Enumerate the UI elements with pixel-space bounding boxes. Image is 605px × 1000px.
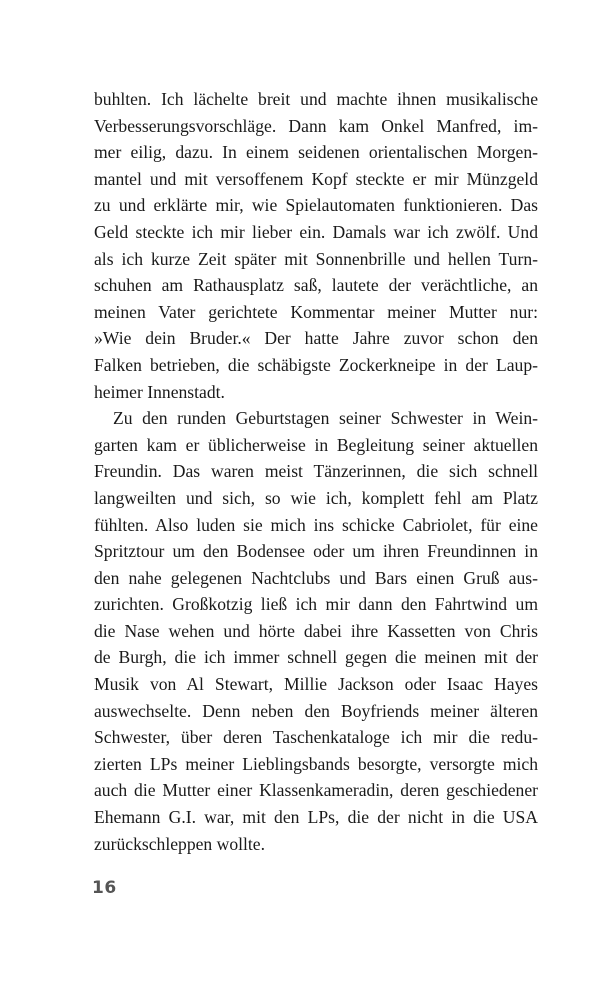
- text-line: Geld steckte ich mir lieber ein. Damals war ich zwölf. Und: [94, 221, 538, 242]
- paragraph-2: [94, 405, 538, 857]
- text-line: den nahe gelegenen Nachtclubs und Bars einen Gruß aus-: [94, 567, 538, 588]
- text-line: Freundin. Das waren meist Tänzerinnen, die sich schnell: [94, 461, 538, 482]
- paragraph-1: [94, 86, 538, 405]
- text-line: »Wie dein Bruder.« Der hatte Jahre zuvor schon den: [94, 328, 538, 349]
- text-line: garten kam er üblicherweise in Begleitung seiner aktuellen: [94, 434, 538, 455]
- text-line: fühlten. Also luden sie mich ins schicke Cabriolet, für eine: [94, 514, 538, 535]
- text-line: mer eilig, dazu. In einem seidenen orientalischen Morgen-: [94, 142, 538, 163]
- text-line: Falken betrieben, die schäbigste Zockerkneipe in der Laup-: [94, 354, 538, 375]
- text-line: Spritztour um den Bodensee oder um ihren Freundinnen in: [94, 541, 538, 562]
- text-line: zierten LPs meiner Lieblingsbands besorgte, versorgte mich: [94, 753, 538, 774]
- text-line: meinen Vater gerichtete Kommentar meiner Mutter nur:: [94, 301, 538, 322]
- page-number: 16: [92, 878, 117, 898]
- text-line: die Nase wehen und hörte dabei ihre Kassetten von Chris: [94, 620, 538, 641]
- text-line: Musik von Al Stewart, Millie Jackson oder Isaac Hayes: [94, 674, 538, 695]
- text-line: zurückschleppen wollte.: [94, 833, 265, 854]
- text-line: schuhen am Rathausplatz saß, lautete der verächtliche, an: [94, 275, 538, 296]
- text-line: als ich kurze Zeit später mit Sonnenbrille und hellen Turn-: [94, 248, 538, 269]
- text-line: heimer Innenstadt.: [94, 381, 225, 402]
- text-line: auswechselte. Denn neben den Boyfriends meiner älteren: [94, 700, 538, 721]
- text-line: de Burgh, die ich immer schnell gegen die meinen mit der: [94, 647, 538, 668]
- text-line: Schwester, über deren Taschenkataloge ich mir die redu-: [94, 727, 538, 748]
- text-line: Verbesserungsvorschläge. Dann kam Onkel Manfred, im-: [94, 115, 538, 136]
- text-line: Ehemann G.I. war, mit den LPs, die der nicht in die USA: [94, 807, 538, 828]
- text-line: auch die Mutter einer Klassenkameradin, deren geschiedener: [94, 780, 538, 801]
- text-line: buhlten. Ich lächelte breit und machte ihnen musikalische: [94, 89, 538, 109]
- text-line: langweilten und sich, so wie ich, komplett fehl am Platz: [94, 487, 538, 508]
- text-line: mantel und mit versoffenem Kopf steckte er mir Münzgeld: [94, 168, 538, 189]
- body-text: [94, 86, 538, 857]
- text-line: zu und erklärte mir, wie Spielautomaten funktionieren. Das: [94, 195, 538, 216]
- text-line: Zu den runden Geburtstagen seiner Schwester in Wein-: [113, 408, 538, 429]
- text-line: zurichten. Großkotzig ließ ich mir dann den Fahrtwind um: [94, 594, 538, 615]
